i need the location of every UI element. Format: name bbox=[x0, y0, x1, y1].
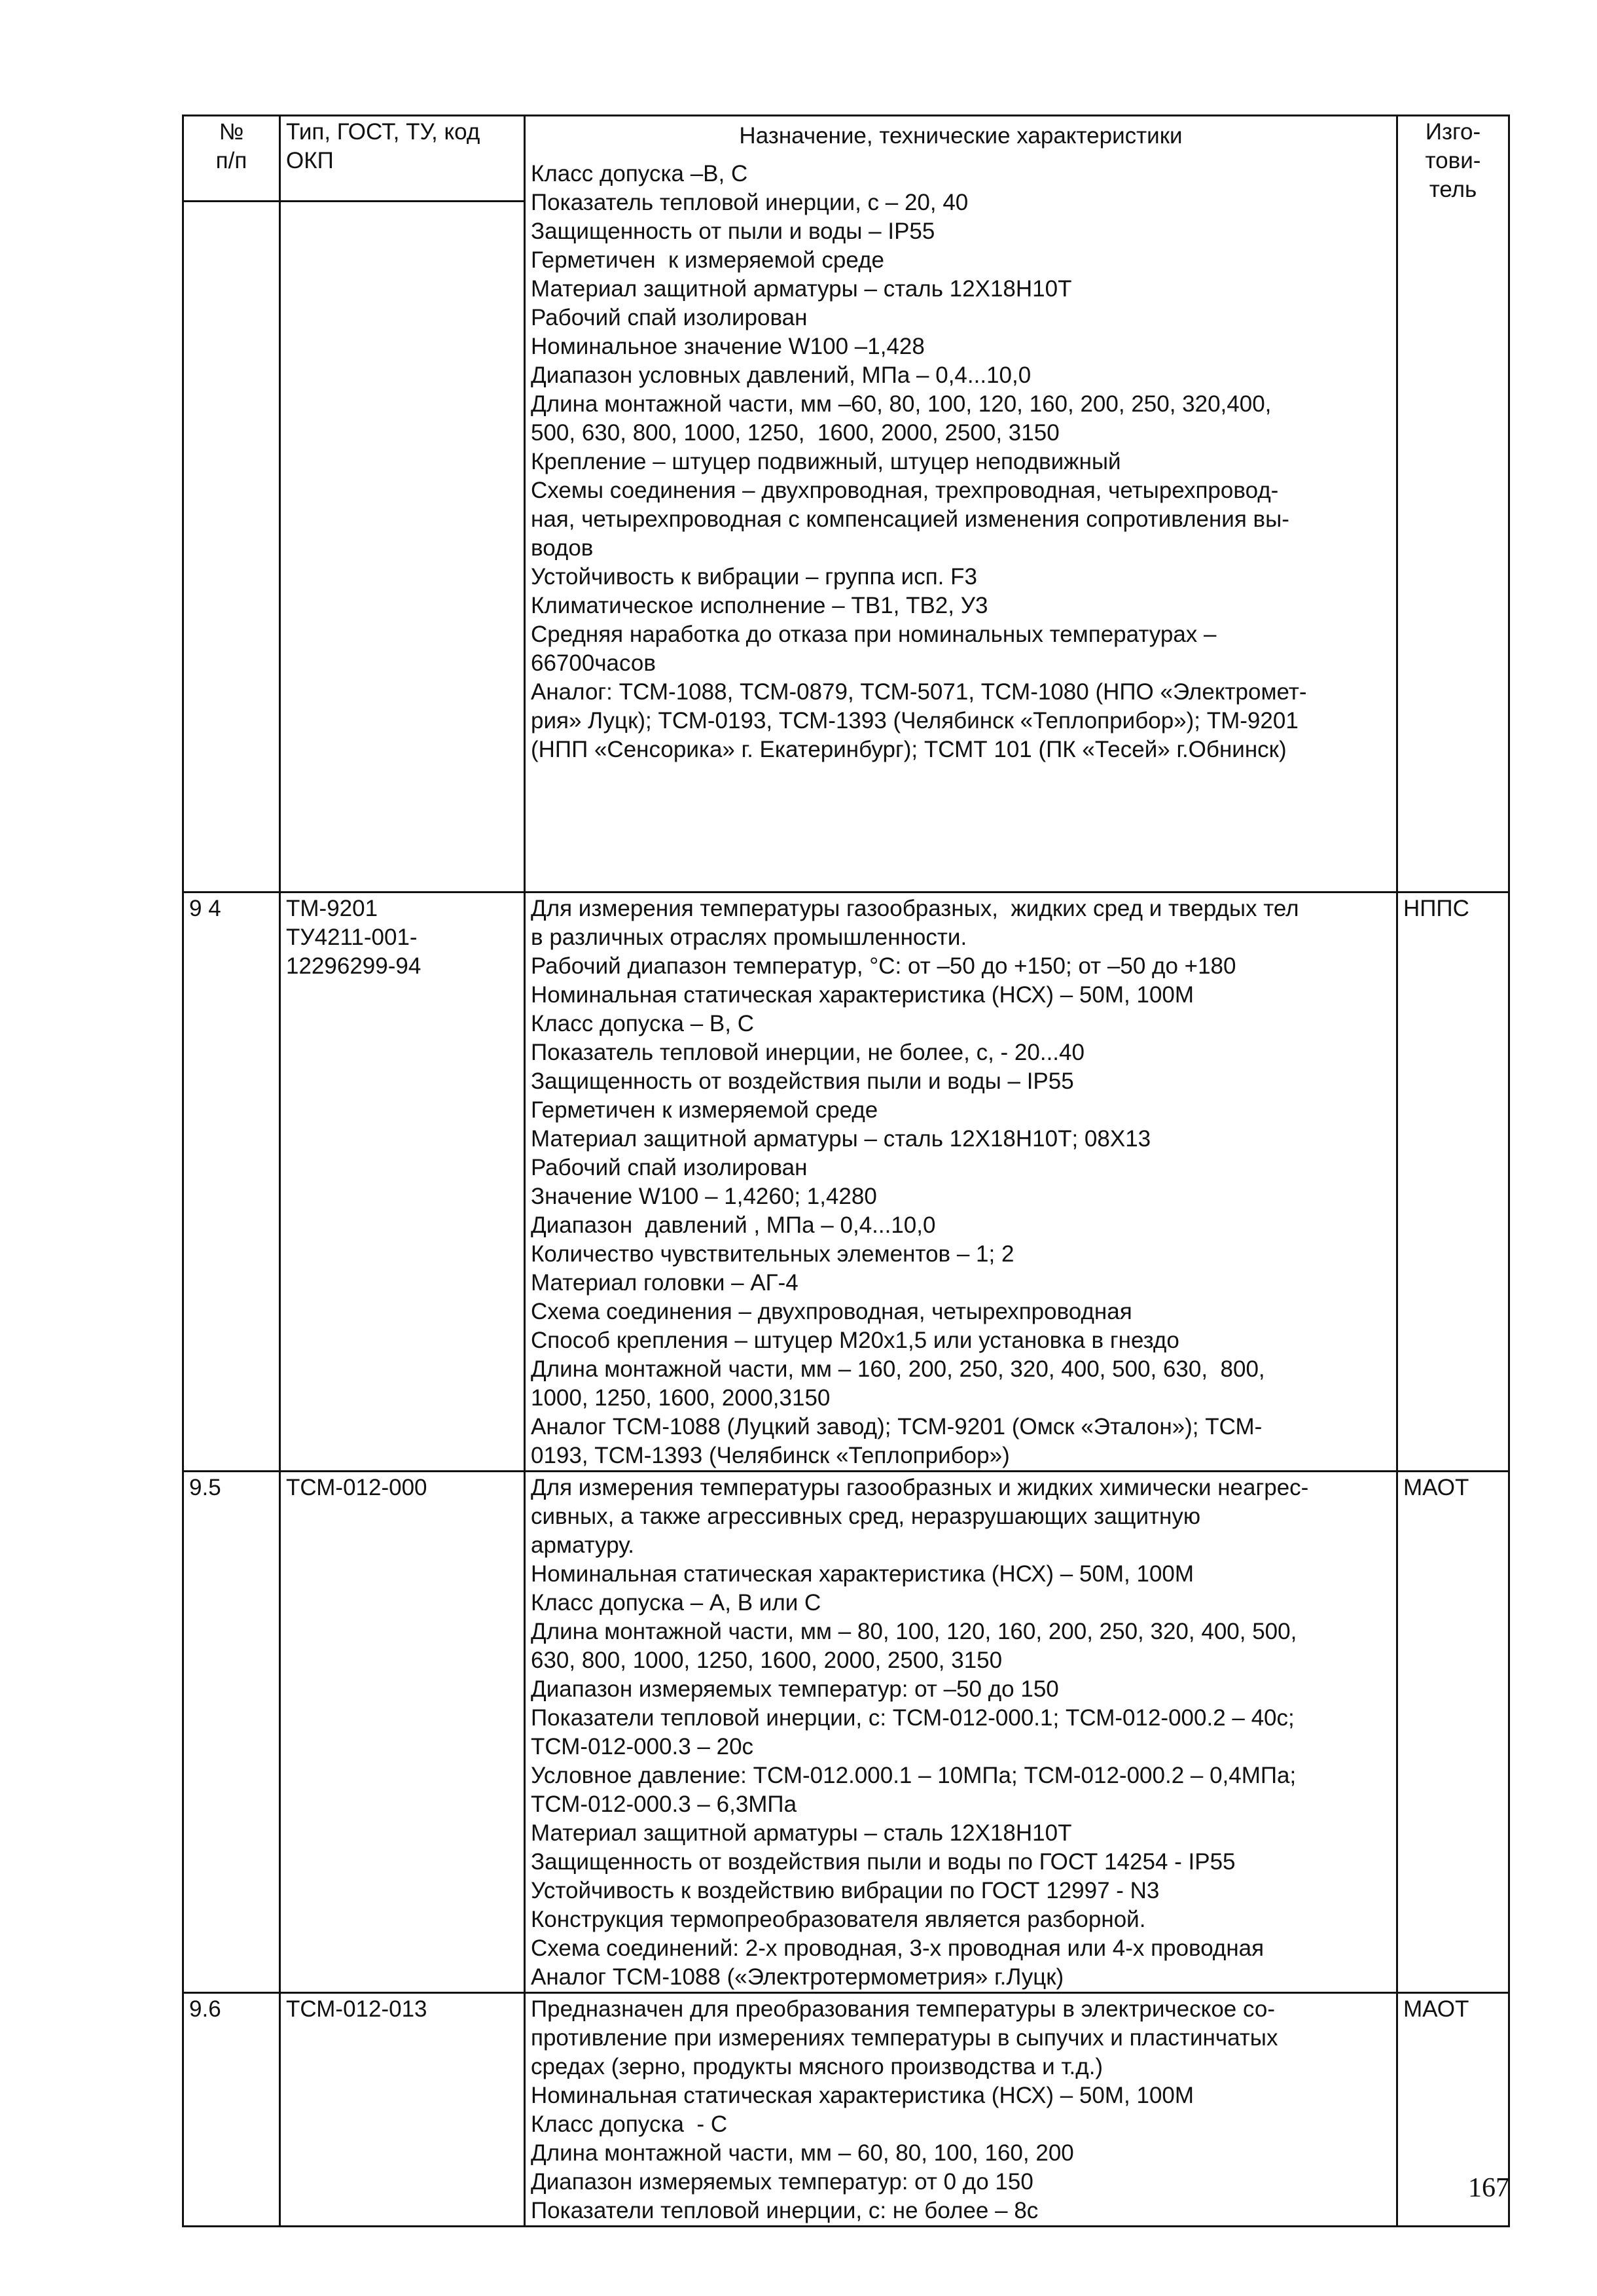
desc-line: Схема соединения – двухпроводная, четырехпроводная bbox=[531, 1299, 1132, 1324]
desc-line: Схема соединений: 2-х проводная, 3-х проводная или 4-х проводная bbox=[531, 1935, 1265, 1961]
row-desc bbox=[525, 1993, 1397, 2227]
desc-line: Материал головки – АГ-4 bbox=[531, 1270, 798, 1296]
continuation-cell bbox=[525, 116, 1397, 892]
desc-line: Защищенность от воздействия пыли и воды по ГОСТ 14254 - IP55 bbox=[531, 1849, 1236, 1875]
desc-line: Показатель тепловой инерции, не более, с, - 20...40 bbox=[531, 1040, 1085, 1065]
header-desc: Назначение, технические характеристики bbox=[739, 123, 1183, 149]
desc-line: Длина монтажной части, мм – 80, 100, 120, 160, 200, 250, 320, 400, 500, bbox=[531, 1619, 1297, 1644]
desc-line: Длина монтажной части, мм –60, 80, 100, 120, 160, 200, 250, 320,400, bbox=[531, 391, 1272, 417]
desc-line: 66700часов bbox=[531, 650, 656, 676]
desc-line: Количество чувствительных элементов – 1; 2 bbox=[531, 1241, 1014, 1267]
desc-line: Для измерения температуры газообразных и жидких химически неагрес- bbox=[531, 1475, 1309, 1500]
desc-line: Номинальная статическая характеристика (НСХ) – 50М, 100М bbox=[531, 982, 1194, 1008]
row-type: ТМ-9201 ТУ4211-001- 12296299-94 bbox=[280, 892, 525, 1472]
desc-line: Показатели тепловой инерции, с: не более – 8с bbox=[531, 2198, 1039, 2223]
desc-line: Климатическое исполнение – ТВ1, ТВ2, У3 bbox=[531, 593, 988, 618]
desc-line: в различных отраслях промышленности. bbox=[531, 925, 967, 950]
desc-line: Класс допуска –В, С bbox=[531, 161, 748, 186]
desc-line: Условное давление: ТСМ-012.000.1 – 10МПа; ТСМ-012-000.2 – 0,4МПа; bbox=[531, 1763, 1297, 1788]
table-row bbox=[183, 892, 1509, 1472]
desc-line: рия» Луцк); ТСМ-0193, ТСМ-1393 (Челябинск «Теплоприбор»); ТМ-9201 bbox=[531, 708, 1299, 733]
desc-line: (НПП «Сенсорика» г. Екатеринбург); ТСМТ 101 (ПК «Тесей» г.Обнинск) bbox=[531, 737, 1287, 762]
header-type: Тип, ГОСТ, ТУ, код ОКП bbox=[280, 116, 525, 202]
desc-line: 0193, ТСМ-1393 (Челябинск «Теплоприбор») bbox=[531, 1443, 1010, 1468]
desc-line: ная, четырехпроводная с компенсацией изменения сопротивления вы- bbox=[531, 506, 1289, 532]
desc-line: Класс допуска - С bbox=[531, 2111, 728, 2137]
desc-line: Конструкция термопреобразователя является разборной. bbox=[531, 1907, 1146, 1932]
desc-line: Значение W100 – 1,4260; 1,4280 bbox=[531, 1184, 877, 1209]
desc-line: ТСМ-012-000.3 – 20с bbox=[531, 1734, 754, 1759]
desc-line: Герметичен к измеряемой среде bbox=[531, 1097, 878, 1123]
header-row bbox=[183, 116, 1509, 202]
desc-line: 630, 800, 1000, 1250, 1600, 2000, 2500, 3150 bbox=[531, 1648, 1003, 1673]
desc-line: Для измерения температуры газообразных, жидких сред и твердых тел bbox=[531, 896, 1299, 921]
desc-line: Материал защитной арматуры – сталь 12Х18Н10Т bbox=[531, 276, 1072, 302]
desc-line: Материал защитной арматуры – сталь 12Х18Н10Т; 08Х13 bbox=[531, 1126, 1151, 1152]
desc-line: Диапазон измеряемых температур: от 0 до 150 bbox=[531, 2169, 1033, 2195]
header-mfr: Изго- тови- тель bbox=[1397, 116, 1509, 892]
desc-line: Аналог ТСМ-1088 («Электротермометрия» г.Луцк) bbox=[531, 1964, 1064, 1990]
row-mfr: МАОТ bbox=[1397, 1993, 1509, 2227]
desc-line: Крепление – штуцер подвижный, штуцер неподвижный bbox=[531, 449, 1121, 474]
desc-line: Способ крепления – штуцер М20х1,5 или установка в гнездо bbox=[531, 1328, 1179, 1353]
desc-line: ТСМ-012-000.3 – 6,3МПа bbox=[531, 1792, 797, 1817]
desc-line: Аналог ТСМ-1088 (Луцкий завод); ТСМ-9201 (Омск «Эталон»); ТСМ- bbox=[531, 1414, 1263, 1439]
desc-line: Рабочий диапазон температур, °С: от –50 до +150; от –50 до +180 bbox=[531, 953, 1236, 979]
row-num: 9.5 bbox=[183, 1472, 280, 1993]
row-type: ТСМ-012-013 bbox=[280, 1993, 525, 2227]
desc-line: Защищенность от воздействия пыли и воды – IP55 bbox=[531, 1069, 1074, 1094]
desc-line: Класс допуска – А, В или С bbox=[531, 1590, 821, 1616]
row-mfr: НППС bbox=[1397, 892, 1509, 1472]
row-num: 9.6 bbox=[183, 1993, 280, 2227]
desc-line: противление при измерениях температуры в сыпучих и пластинчатых bbox=[531, 2025, 1278, 2051]
desc-line: Средняя наработка до отказа при номинальных температурах – bbox=[531, 622, 1217, 647]
page-number: 167 bbox=[1468, 2173, 1509, 2203]
desc-line: Устойчивость к воздействию вибрации по ГОСТ 12997 - N3 bbox=[531, 1878, 1160, 1903]
desc-line: Схемы соединения – двухпроводная, трехпроводная, четырехпровод- bbox=[531, 478, 1279, 503]
row-mfr: МАОТ bbox=[1397, 1472, 1509, 1993]
desc-line: Диапазон измеряемых температур: от –50 до 150 bbox=[531, 1676, 1059, 1702]
desc-line: Защищенность от пыли и воды – IP55 bbox=[531, 219, 935, 244]
spec-table bbox=[182, 115, 1510, 2227]
continuation-type bbox=[280, 202, 525, 892]
desc-line: Материал защитной арматуры – сталь 12Х18Н10Т bbox=[531, 1820, 1072, 1846]
row-num: 9 4 bbox=[183, 892, 280, 1472]
continuation-num bbox=[183, 202, 280, 892]
desc-line: водов bbox=[531, 535, 594, 561]
row-type: ТСМ-012-000 bbox=[280, 1472, 525, 1993]
desc-line: 500, 630, 800, 1000, 1250, 1600, 2000, 2500, 3150 bbox=[531, 420, 1060, 446]
desc-line: Рабочий спай изолирован bbox=[531, 1155, 808, 1180]
desc-line: Аналог: ТСМ-1088, ТСМ-0879, ТСМ-5071, ТСМ-1080 (НПО «Электромет- bbox=[531, 679, 1307, 705]
desc-line: Рабочий спай изолирован bbox=[531, 305, 808, 330]
desc-line: Номинальное значение W100 –1,428 bbox=[531, 334, 925, 359]
table-row bbox=[183, 1993, 1509, 2227]
desc-line: Диапазон условных давлений, МПа – 0,4...10,0 bbox=[531, 362, 1032, 388]
desc-line: Предназначен для преобразования температуры в электрическое со- bbox=[531, 1996, 1276, 2022]
desc-line: Диапазон давлений , МПа – 0,4...10,0 bbox=[531, 1212, 936, 1238]
desc-line: Номинальная статическая характеристика (НСХ) – 50М, 100М bbox=[531, 2083, 1194, 2108]
header-num: № п/п bbox=[183, 116, 280, 202]
desc-line: Показатели тепловой инерции, с: ТСМ-012-000.1; ТСМ-012-000.2 – 40с; bbox=[531, 1705, 1295, 1731]
desc-line: Герметичен к измеряемой среде bbox=[531, 247, 884, 273]
desc-line: Длина монтажной части, мм – 60, 80, 100, 160, 200 bbox=[531, 2140, 1074, 2166]
row-desc bbox=[525, 1472, 1397, 1993]
desc-line: Класс допуска – В, С bbox=[531, 1011, 754, 1036]
row-desc bbox=[525, 892, 1397, 1472]
desc-line: Номинальная статическая характеристика (НСХ) – 50М, 100М bbox=[531, 1561, 1194, 1587]
table-row bbox=[183, 1472, 1509, 1993]
desc-line: 1000, 1250, 1600, 2000,3150 bbox=[531, 1385, 831, 1411]
desc-line: Длина монтажной части, мм – 160, 200, 250, 320, 400, 500, 630, 800, bbox=[531, 1356, 1265, 1382]
desc-line: сивных, а также агрессивных сред, неразрушающих защитную bbox=[531, 1504, 1201, 1529]
desc-line: Устойчивость к вибрации – группа исп. F3 bbox=[531, 564, 977, 590]
desc-line: средах (зерно, продукты мясного производства и т.д.) bbox=[531, 2054, 1104, 2079]
desc-line: Показатель тепловой инерции, с – 20, 40 bbox=[531, 190, 969, 215]
desc-line: арматуру. bbox=[531, 1532, 635, 1558]
